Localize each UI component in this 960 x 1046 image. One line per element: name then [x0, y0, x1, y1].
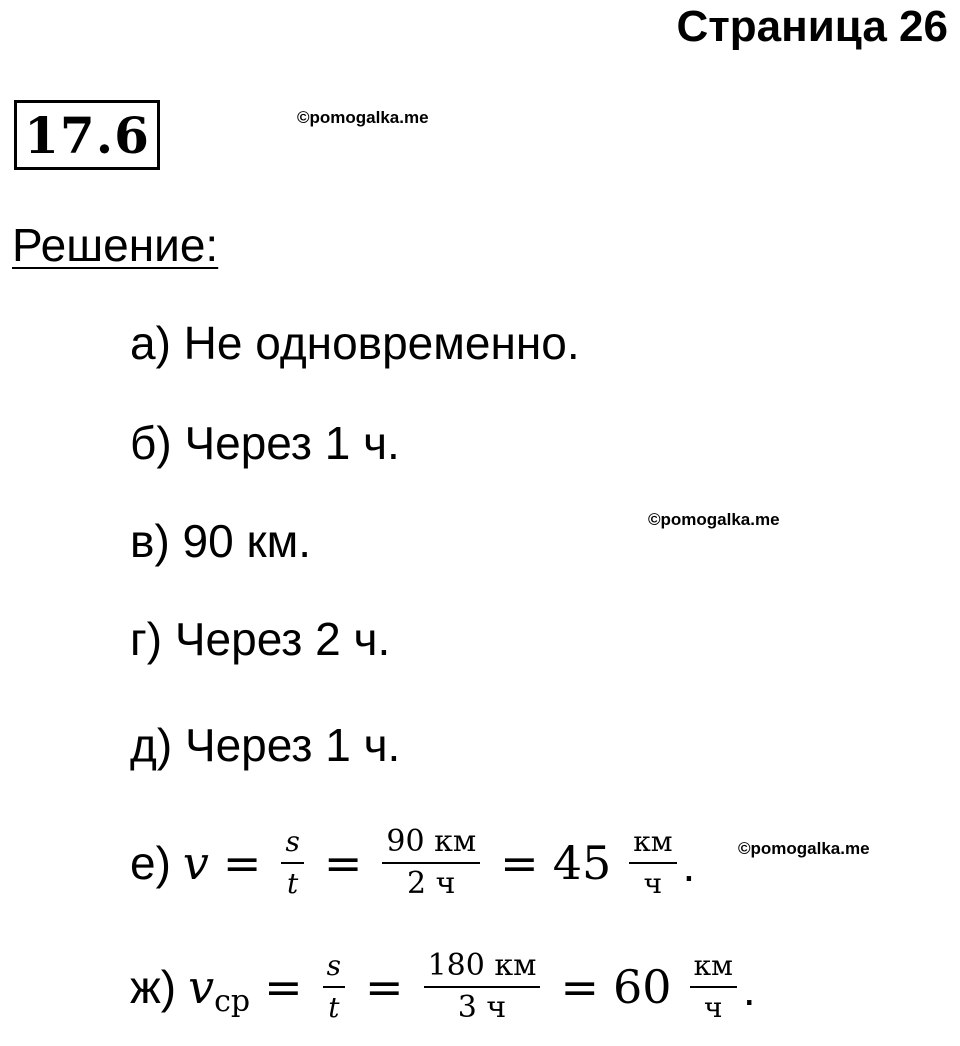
fraction-s-over-t — [323, 946, 345, 1028]
fraction-distance-over-time — [424, 946, 541, 1028]
fraction-denominator: 2 ч — [407, 866, 456, 901]
watermark: ©pomogalka.me — [738, 839, 870, 858]
velocity-subscript: ср — [214, 983, 251, 1019]
formula-e — [130, 808, 695, 918]
unit-denominator: ч — [643, 867, 663, 900]
equals-sign: = — [222, 836, 262, 890]
answer-d: д) Через 1 ч. — [130, 719, 401, 771]
equals-sign: = — [323, 836, 363, 890]
fraction-s-over-t — [281, 822, 303, 904]
problem-number-box — [14, 100, 160, 170]
period: . — [742, 963, 756, 1015]
fraction-numerator: s — [326, 949, 342, 982]
result-value: 60 — [613, 960, 672, 1014]
unit-numerator: км — [693, 949, 733, 982]
watermark: ©pomogalka.me — [648, 510, 780, 529]
fraction-numerator: 90 км — [386, 824, 477, 859]
answer-v: в) 90 км. — [130, 515, 312, 567]
fraction-denominator: t — [328, 991, 340, 1024]
unit-fraction — [629, 822, 676, 904]
fraction-distance-over-time — [382, 822, 480, 904]
answer-g: г) Через 2 ч. — [130, 613, 391, 665]
problem-number: 17.6 — [24, 105, 150, 165]
velocity-symbol: v — [182, 836, 209, 890]
answer-a: а) Не одновременно. — [130, 317, 580, 369]
period: . — [682, 839, 696, 891]
result-value: 45 — [552, 836, 612, 890]
equals-sign: = — [365, 960, 404, 1014]
watermark: ©pomogalka.me — [297, 108, 429, 127]
fraction-numerator: 180 км — [427, 948, 537, 983]
equals-sign: = — [500, 836, 539, 890]
fraction-denominator: t — [287, 867, 299, 900]
formula-label: ж) — [130, 961, 177, 1013]
velocity-symbol: v — [188, 960, 215, 1014]
unit-numerator: км — [633, 825, 673, 858]
formula-zh — [130, 932, 756, 1042]
equals-sign: = — [560, 960, 600, 1014]
answer-b: б) Через 1 ч. — [130, 417, 400, 469]
fraction-numerator: s — [285, 825, 300, 858]
unit-fraction — [690, 946, 737, 1028]
solution-label: Решение: — [12, 219, 219, 271]
equals-sign: = — [264, 960, 303, 1014]
formula-label: е) — [130, 837, 171, 889]
fraction-denominator: 3 ч — [457, 990, 507, 1025]
unit-denominator: ч — [703, 991, 723, 1024]
page-title: Страница 26 — [676, 2, 948, 51]
